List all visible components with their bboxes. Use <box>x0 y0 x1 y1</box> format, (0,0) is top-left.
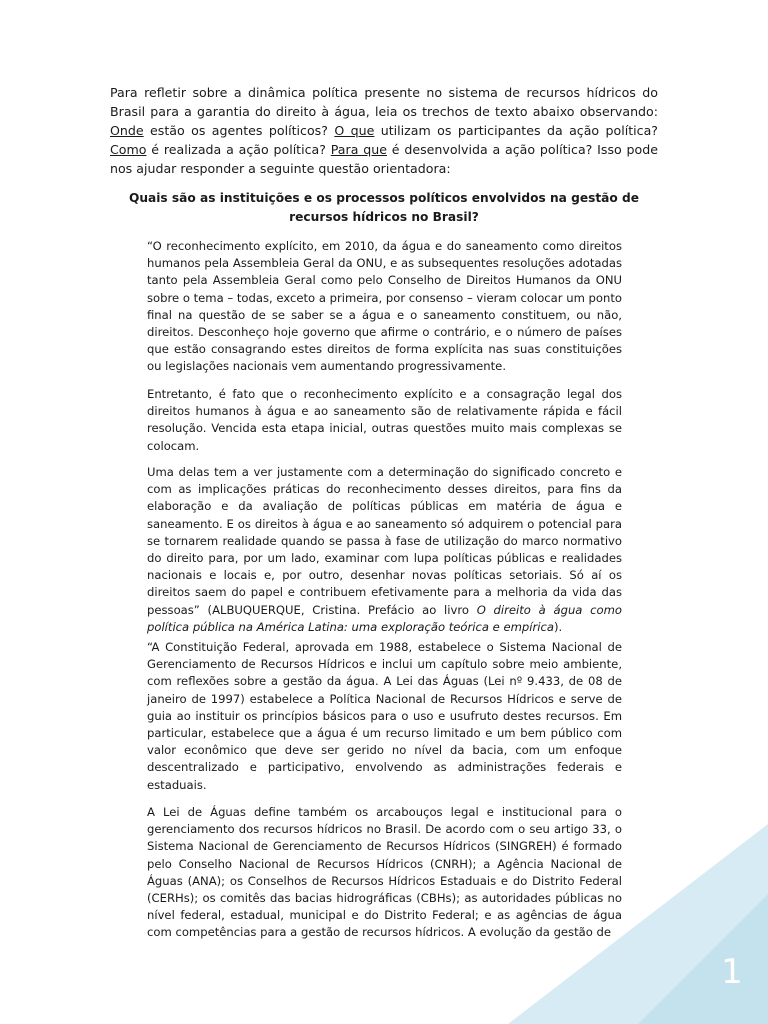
intro-text-1: Para refletir sobre a dinâmica política presente no sistema de recursos hídricos do Brasil para a garantia do direito à água, leia os trechos de texto abaixo observando: <box>110 85 658 119</box>
intro-text-3: utilizam os participantes da ação política? <box>374 123 658 138</box>
underlined-como: Como <box>110 142 147 157</box>
quote-3-end: ). <box>553 619 563 634</box>
page-number: 1 <box>721 952 743 992</box>
underlined-para-que: Para que <box>330 142 387 157</box>
underlined-onde: Onde <box>110 123 144 138</box>
quote-paragraph-1: “O reconhecimento explícito, em 2010, da água e do saneamento como direitos humanos pela Assembleia Geral da ONU, e as subsequentes resoluções adotadas tanto pela Assembleia Geral como pelo Conselho de Direitos Humanos da ONU sobre o tema – todas, exceto a primeira, por consenso – vieram colocar um ponto final na questão de se saber se a água e o saneamento constituem, ou não, direitos. Desconheço hoje governo que afirme o contrário, e o número de países que estão consagrando estes direitos de forma explícita nas suas constituições ou legislações nacionais vem aumentando progressivamente. <box>147 239 622 374</box>
quote-paragraph-4: “A Constituição Federal, aprovada em 1988, estabelece o Sistema Nacional de Gerenciamento de Recursos Hídricos e inclui um capítulo sobre meio ambiente, com reflexões sobre a gestão da água. A Lei das Águas (Lei nº 9.433, de 08 de janeiro de 1997) estabelece a Política Nacional de Recursos Hídricos e serve de guia ao instituir os princípios básicos para o uso e usufruto destes recursos. Em particular, estabelece que a água é um recurso limitado e um bem público com valor econômico que deve ser gerido no nível da bacia, com um enfoque descentralizado e participativo, envolvendo as administrações federais e estaduais. <box>147 640 622 792</box>
quote-paragraph-5: A Lei de Águas define também os arcabouços legal e institucional para o gerenciamento dos recursos hídricos no Brasil. De acordo com o seu artigo 33, o Sistema Nacional de Gerenciamento de Recursos Hídricos (SINGREH) é formado pelo Conselho Nacional de Recursos Hídricos (CNRH); a Agência Nacional de Águas (ANA); os Conselhos de Recursos Hídricos Estaduais e do Distrito Federal (CERHs); os comitês das bacias hidrográficas (CBHs); as autoridades públicas no nível federal, estadual, municipal e do Distrito Federal; e as agências de água com competências para a gestão de recursos hídricos. A evolução da gestão de <box>147 805 622 940</box>
corner-decoration <box>508 824 768 1024</box>
intro-paragraph <box>110 83 658 178</box>
quote-paragraph-3 <box>147 464 622 636</box>
quote-paragraph-2: Entretanto, é fato que o reconhecimento explícito e a consagração legal dos direitos humanos à água e ao saneamento são de relativamente rápida e fácil resolução. Vencida esta etapa inicial, outras questões muito mais complexas se colocam. <box>147 387 622 453</box>
quote-3-text: Uma delas tem a ver justamente com a determinação do significado concreto e com as implicações práticas do reconhecimento desses direitos, para fins da elaboração e da avaliação de políticas públicas em matéria de água e saneamento. E os direitos à água e ao saneamento só adquirem o potencial para se tornarem realidade quando se passa à fase de utilização do marco normativo do direito para, por um lado, examinar com lupa políticas públicas e realidades nacionais e locais e, por outro, desenhar novas políticas setoriais. Só aí os direitos saem do papel e contribuem efetivamente para a melhoria da vida das pessoas” (ALBUQUERQUE, Cristina. Prefácio ao livro <box>147 465 622 617</box>
book-title: O direito à água como política pública na América Latina: uma exploração teórica e empírica <box>147 602 622 634</box>
guiding-question: Quais são as instituições e os processos políticos envolvidos na gestão de recursos hídricos no Brasil? <box>128 191 639 224</box>
intro-text-2: estão os agentes políticos? <box>143 123 335 138</box>
intro-text-5: é desenvolvida a ação política? Isso pode nos ajudar responder a seguinte questão orientadora: <box>110 142 658 176</box>
underlined-o-que: O que <box>334 123 375 138</box>
intro-text-4: é realizada a ação política? <box>146 142 331 157</box>
